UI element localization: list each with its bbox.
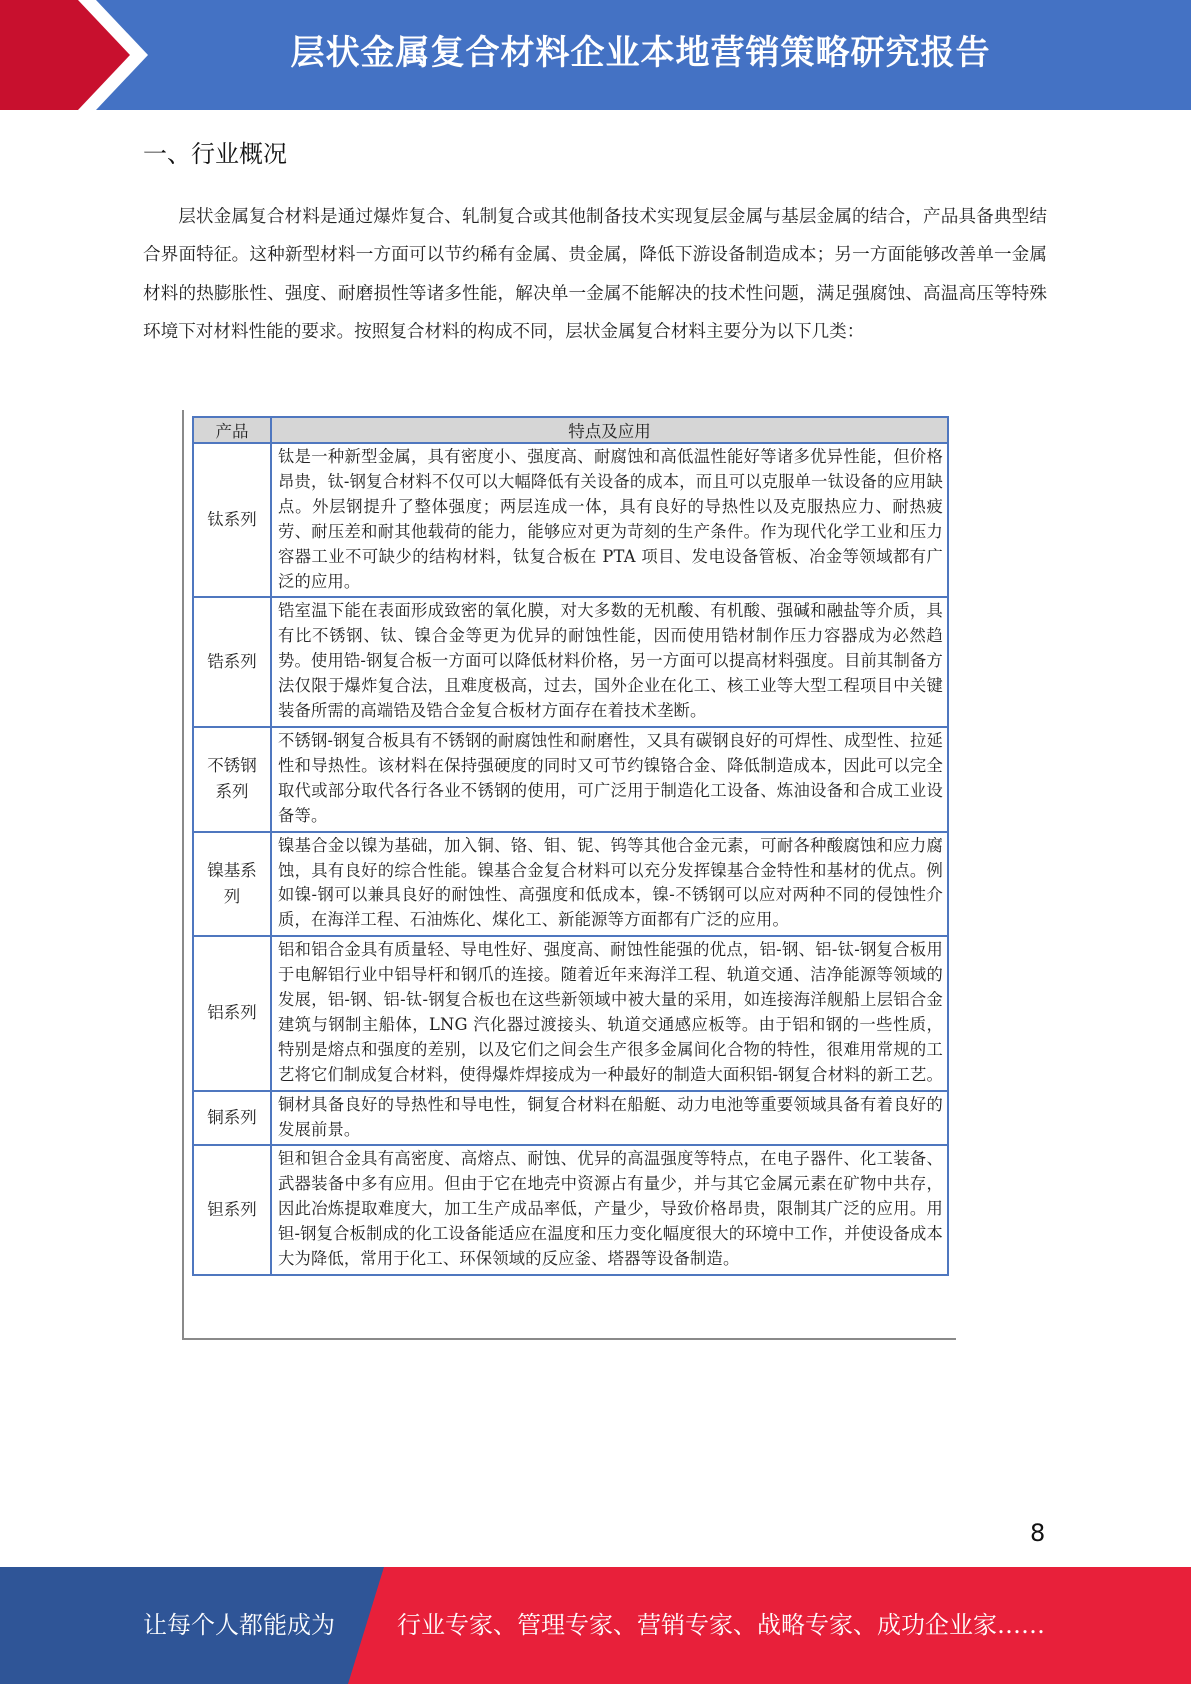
row-description: 钽和钽合金具有高密度、高熔点、耐蚀、优异的高温强度等特点，在电子器件、化工装备、武器装备中多有应用。但由于它在地壳中资源占有量少，并与其它金属元素在矿物中共存，因此冶炼提取难度大，加工生产成品率低，产量少，导致价格昂贵，限制其广泛的应用。用钽-钢复合板制成的化工设备能适应在温度和压力变化幅度很大的环境中工作，并使设备成本大为降低，常用于化工、环保领域的反应釜、塔器等设备制造。 — [271, 1145, 948, 1275]
page-footer — [0, 1567, 1191, 1684]
header-features: 特点及应用 — [271, 417, 948, 443]
report-title: 层状金属复合材料企业本地营销策略研究报告 — [290, 33, 991, 73]
row-category: 铜系列 — [193, 1091, 271, 1146]
row-description: 铜材具备良好的导热性和导电性，铜复合材料在船艇、动力电池等重要领域具备有着良好的发展前景。 — [271, 1091, 948, 1146]
table-row — [193, 727, 948, 832]
product-table-figure — [182, 410, 956, 1340]
header-arrow-decoration — [0, 0, 160, 110]
table-row — [193, 936, 948, 1090]
table-row — [193, 597, 948, 727]
row-description: 锆室温下能在表面形成致密的氧化膜，对大多数的无机酸、有机酸、强碱和融盐等介质，具有比不锈钢、钛、镍合金等更为优异的耐蚀性能，因而使用锆材制作压力容器成为必然趋势。使用锆-钢复合板一方面可以降低材料价格，另一方面可以提高材料强度。目前其制备方法仅限于爆炸复合法，且难度极高，过去，国外企业在化工、核工业等大型工程项目中关键装备所需的高端锆及锆合金复合板材方面存在着技术垄断。 — [271, 597, 948, 727]
footer-slogan-right: 行业专家、管理专家、营销专家、战略专家、成功企业家…… — [397, 1611, 1045, 1639]
table-row — [193, 832, 948, 937]
row-category: 锆系列 — [193, 597, 271, 727]
product-table — [192, 416, 949, 1276]
row-description: 不锈钢-钢复合板具有不锈钢的耐腐蚀性和耐磨性，又具有碳钢良好的可焊性、成型性、拉延性和导热性。该材料在保持强硬度的同时又可节约镍铬合金、降低制造成本，因此可以完全取代或部分取代各行各业不锈钢的使用，可广泛用于制造化工设备、炼油设备和合成工业设备等。 — [271, 727, 948, 832]
row-description: 钛是一种新型金属，具有密度小、强度高、耐腐蚀和高低温性能好等诸多优异性能，但价格昂贵，钛-钢复合材料不仅可以大幅降低有关设备的成本，而且可以克服单一钛设备的应用缺点。外层钢提升了整体强度；两层连成一体，具有良好的导热性以及克服热应力、耐热疲劳、耐压差和耐其他载荷的能力，能够应对更为苛刻的生产条件。作为现代化学工业和压力容器工业不可缺少的结构材料，钛复合板在 PTA 项目、发电设备管板、冶金等领域都有广泛的应用。 — [271, 443, 948, 597]
row-category: 镍基系列 — [193, 832, 271, 937]
footer-slogan-left: 让每个人都能成为 — [143, 1611, 335, 1639]
row-category: 钽系列 — [193, 1145, 271, 1275]
page-number: 8 — [1030, 1519, 1046, 1547]
intro-paragraph: 层状金属复合材料是通过爆炸复合、轧制复合或其他制备技术实现复层金属与基层金属的结合，产品具备典型结合界面特征。这种新型材料一方面可以节约稀有金属、贵金属，降低下游设备制造成本；另一方面能够改善单一金属材料的热膨胀性、强度、耐磨损性等诸多性能，解决单一金属不能解决的技术性问题，满足强腐蚀、高温高压等特殊环境下对材料性能的要求。按照复合材料的构成不同，层状金属复合材料主要分为以下几类： — [143, 207, 1047, 342]
row-category: 不锈钢系列 — [193, 727, 271, 832]
page-header — [0, 0, 1191, 110]
header-product: 产品 — [193, 417, 271, 443]
row-description: 铝和铝合金具有质量轻、导电性好、强度高、耐蚀性能强的优点，铝-钢、铝-钛-钢复合板用于电解铝行业中铝导杆和钢爪的连接。随着近年来海洋工程、轨道交通、洁净能源等领域的发展，铝-钢、铝-钛-钢复合板也在这些新领域中被大量的采用，如连接海洋舰船上层铝合金建筑与钢制主船体，LNG 汽化器过渡接头、轨道交通感应板等。由于铝和钢的一些性质，特别是熔点和强度的差别，以及它们之间会生产很多金属间化合物的特性，很难用常规的工艺将它们制成复合材料，使得爆炸焊接成为一种最好的制造大面积铝-钢复合材料的新工艺。 — [271, 936, 948, 1090]
table-row — [193, 1091, 948, 1146]
table-row — [193, 443, 948, 597]
row-category: 铝系列 — [193, 936, 271, 1090]
table-row — [193, 1145, 948, 1275]
row-description: 镍基合金以镍为基础，加入铜、铬、钼、铌、钨等其他合金元素，可耐各种酸腐蚀和应力腐蚀，具有良好的综合性能。镍基合金复合材料可以充分发挥镍基合金特性和基材的优点。例如镍-钢可以兼具良好的耐蚀性、高强度和低成本，镍-不锈钢可以应对两种不同的侵蚀性介质，在海洋工程、石油炼化、煤化工、新能源等方面都有广泛的应用。 — [271, 832, 948, 937]
section-heading: 一、行业概况 — [143, 140, 287, 168]
row-category: 钛系列 — [193, 443, 271, 597]
table-header-row — [193, 417, 948, 443]
